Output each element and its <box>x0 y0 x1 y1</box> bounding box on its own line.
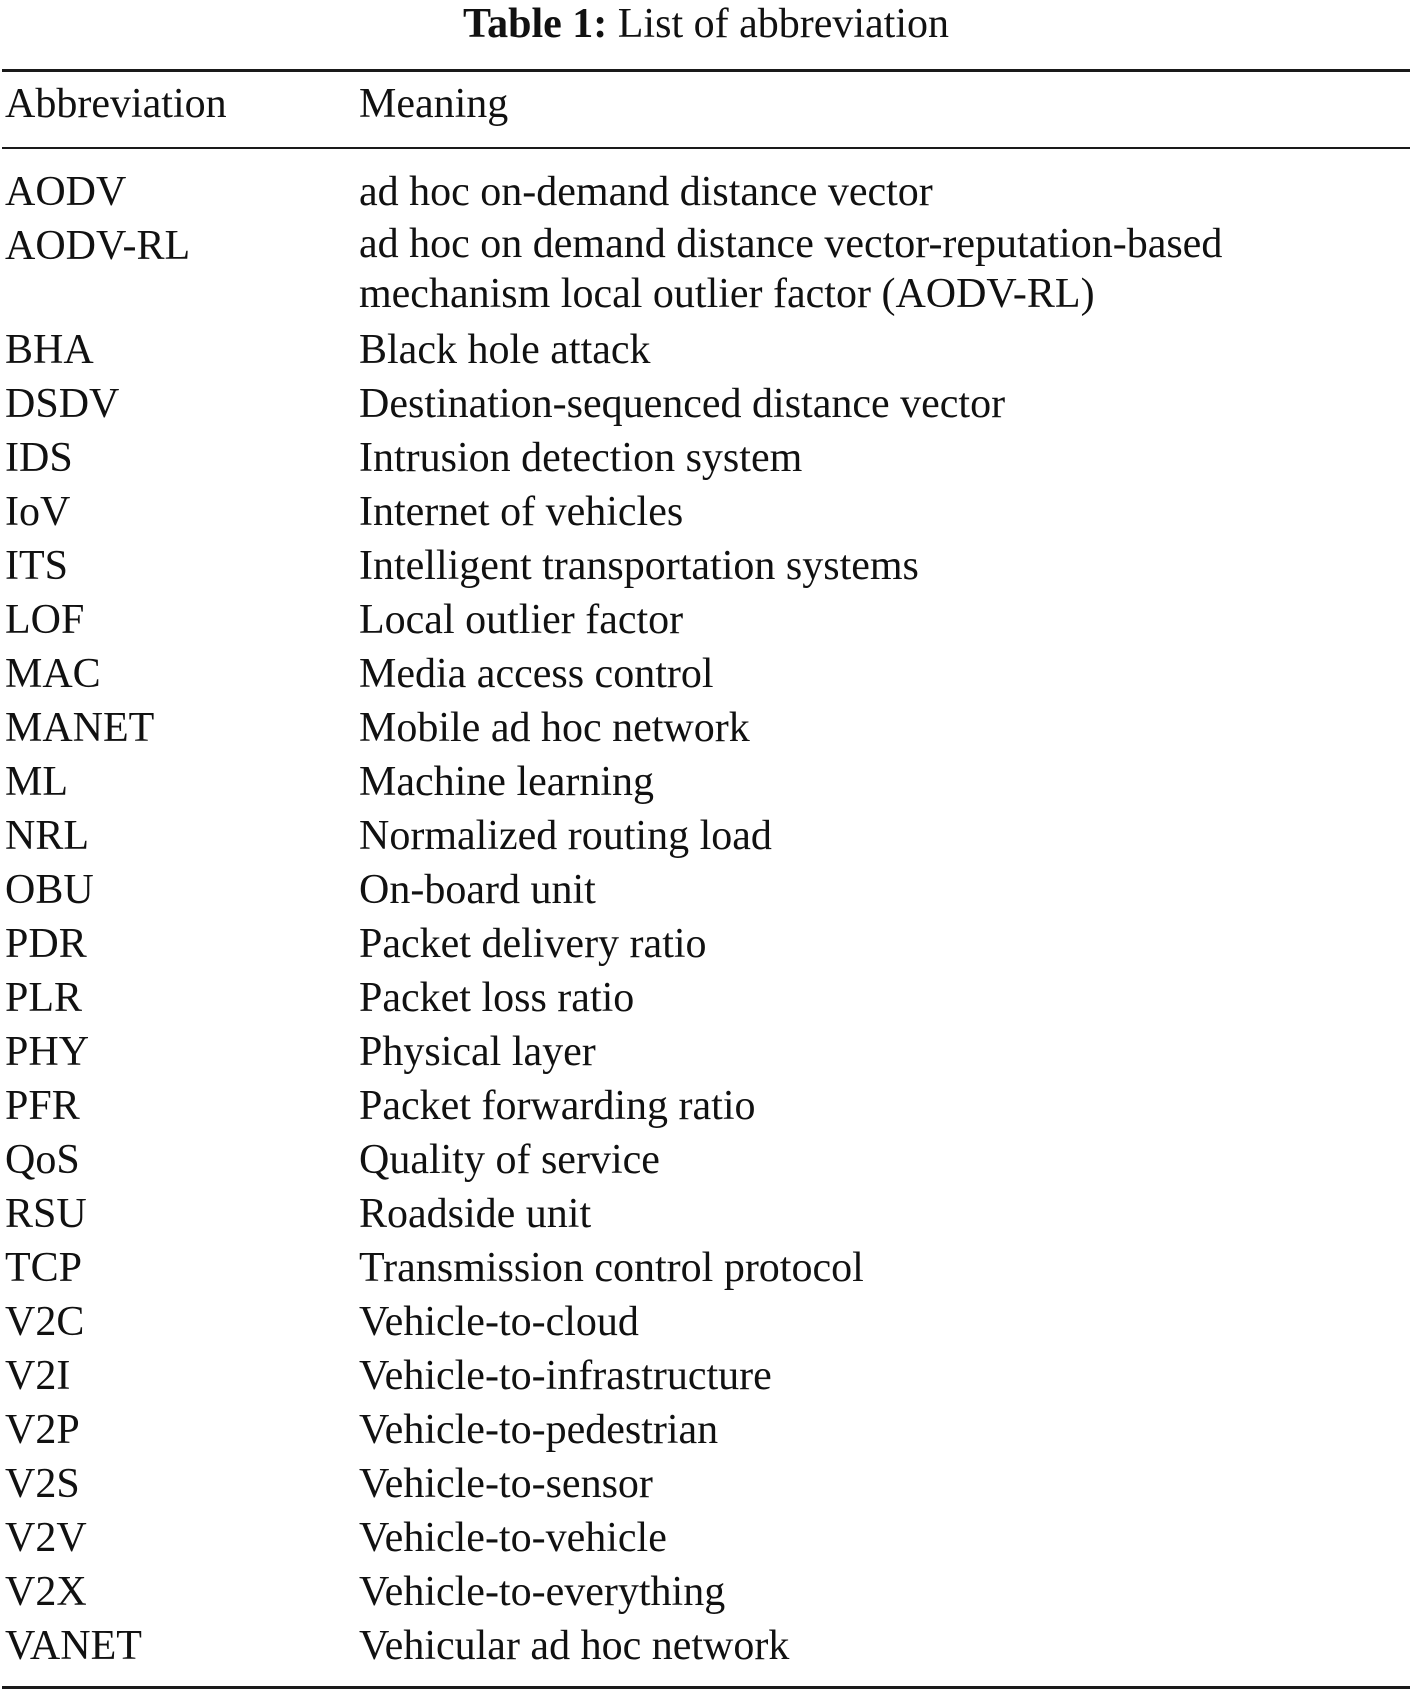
meaning-cell: Packet delivery ratio <box>359 921 707 967</box>
meaning-cell: Packet forwarding ratio <box>359 1083 756 1129</box>
abbreviation-cell: PFR <box>5 1083 80 1129</box>
meaning-cell: On-board unit <box>359 867 596 913</box>
meaning-cell: Black hole attack <box>359 327 651 373</box>
table-body <box>0 165 1412 1673</box>
table-row <box>0 1457 1412 1511</box>
table-row <box>0 219 1412 323</box>
abbreviation-cell: ML <box>5 759 68 805</box>
abbreviation-cell: MAC <box>5 651 101 697</box>
meaning-cell: Quality of service <box>359 1137 660 1183</box>
abbreviation-cell: LOF <box>5 597 85 643</box>
table-row <box>0 1619 1412 1673</box>
abbreviation-cell: AODV <box>5 169 127 215</box>
table-row <box>0 323 1412 377</box>
table-caption-label: Table 1: <box>462 1 608 47</box>
abbreviation-cell: V2P <box>5 1407 80 1453</box>
meaning-cell: Packet loss ratio <box>359 975 635 1021</box>
table-row <box>0 1241 1412 1295</box>
meaning-cell: Internet of vehicles <box>359 489 684 535</box>
table-row <box>0 1403 1412 1457</box>
abbreviation-cell: VANET <box>5 1623 142 1669</box>
table-row <box>0 1079 1412 1133</box>
meaning-cell: Mobile ad hoc network <box>359 705 750 751</box>
meaning-cell: Vehicle-to-cloud <box>359 1299 639 1345</box>
meaning-cell: Vehicle-to-vehicle <box>359 1515 667 1561</box>
table-row <box>0 647 1412 701</box>
table-row <box>0 165 1412 219</box>
abbreviation-cell: RSU <box>5 1191 87 1237</box>
meaning-cell: Vehicle-to-pedestrian <box>359 1407 719 1453</box>
abbreviation-cell: TCP <box>5 1245 83 1291</box>
meaning-cell: Roadside unit <box>359 1191 592 1237</box>
table-row <box>0 755 1412 809</box>
table-row <box>0 1511 1412 1565</box>
meaning-cell: Vehicular ad hoc network <box>359 1623 790 1669</box>
abbreviation-cell: PDR <box>5 921 87 967</box>
header-meaning: Meaning <box>359 81 509 127</box>
abbreviation-cell: IDS <box>5 435 73 481</box>
table-header-row <box>0 76 1412 136</box>
meaning-cell: Intrusion detection system <box>359 435 803 481</box>
meaning-cell: ad hoc on demand distance vector-reputation-based mechanism local outlier factor (AODV-RL) <box>359 221 1223 317</box>
table-caption <box>0 0 1412 50</box>
table-row <box>0 701 1412 755</box>
table-row <box>0 1133 1412 1187</box>
meaning-cell: Transmission control protocol <box>359 1245 864 1291</box>
abbreviation-cell: PHY <box>5 1029 90 1075</box>
abbreviation-cell: ITS <box>5 543 68 589</box>
table-header-rule <box>2 147 1410 149</box>
abbreviation-cell: MANET <box>5 705 155 751</box>
meaning-cell: Local outlier factor <box>359 597 684 643</box>
abbreviation-cell: IoV <box>5 489 71 535</box>
table-row <box>0 863 1412 917</box>
table-row <box>0 1565 1412 1619</box>
table-bottom-rule <box>2 1686 1410 1689</box>
table-row <box>0 593 1412 647</box>
abbreviation-cell: PLR <box>5 975 83 1021</box>
header-abbreviation: Abbreviation <box>5 81 227 127</box>
table-row <box>0 431 1412 485</box>
meaning-cell: Normalized routing load <box>359 813 772 859</box>
meaning-cell: Destination-sequenced distance vector <box>359 381 1006 427</box>
abbreviation-cell: V2X <box>5 1569 87 1615</box>
table-row <box>0 809 1412 863</box>
meaning-cell: Machine learning <box>359 759 655 805</box>
abbreviation-cell: QoS <box>5 1137 80 1183</box>
meaning-cell: Vehicle-to-everything <box>359 1569 726 1615</box>
table-caption-title: List of abbreviation <box>617 1 950 47</box>
table-row <box>0 1349 1412 1403</box>
meaning-cell: Media access control <box>359 651 714 697</box>
table-row <box>0 377 1412 431</box>
table-row <box>0 917 1412 971</box>
meaning-cell: Vehicle-to-sensor <box>359 1461 653 1507</box>
table-row <box>0 1295 1412 1349</box>
abbreviation-cell: V2S <box>5 1461 80 1507</box>
table-top-rule <box>2 69 1410 72</box>
abbreviation-cell: V2I <box>5 1353 71 1399</box>
abbreviation-cell: DSDV <box>5 381 120 427</box>
table-row <box>0 971 1412 1025</box>
abbreviation-cell: V2V <box>5 1515 87 1561</box>
abbreviation-cell: BHA <box>5 327 94 373</box>
abbreviation-cell: V2C <box>5 1299 85 1345</box>
abbreviation-cell: NRL <box>5 813 89 859</box>
table-row <box>0 539 1412 593</box>
table-row <box>0 485 1412 539</box>
table-row <box>0 1187 1412 1241</box>
abbreviation-cell: OBU <box>5 867 94 913</box>
meaning-cell: Vehicle-to-infrastructure <box>359 1353 772 1399</box>
meaning-cell: ad hoc on-demand distance vector <box>359 169 933 215</box>
meaning-cell: Physical layer <box>359 1029 596 1075</box>
table-row <box>0 1025 1412 1079</box>
meaning-cell: Intelligent transportation systems <box>359 543 919 589</box>
abbreviation-cell: AODV-RL <box>5 223 191 269</box>
